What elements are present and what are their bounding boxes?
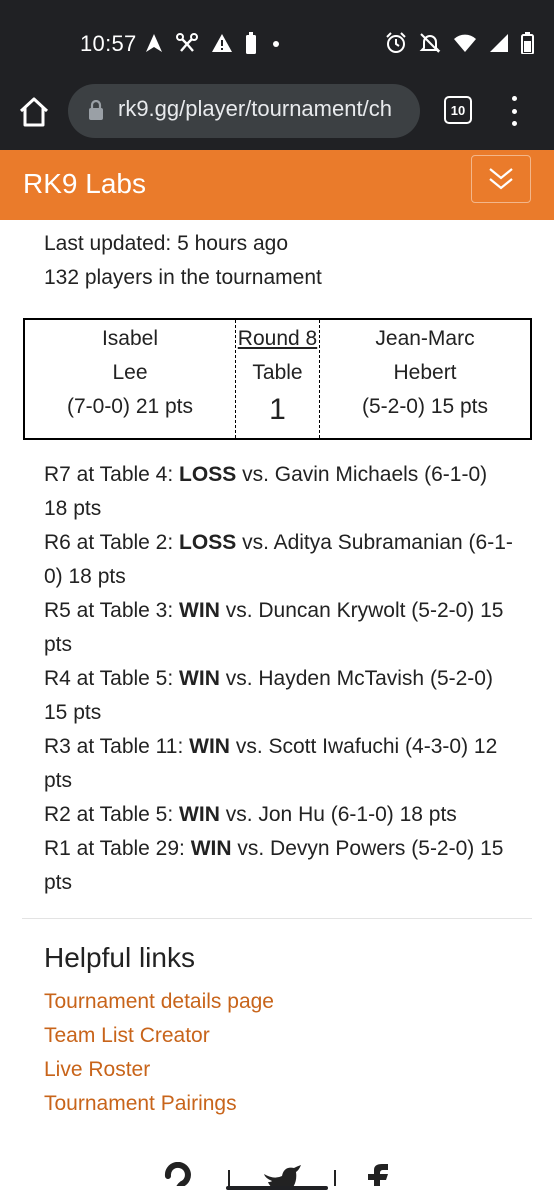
- gesture-navigation-bar[interactable]: [226, 1186, 328, 1190]
- link-team-list-creator[interactable]: Team List Creator: [44, 1024, 210, 1047]
- url-bar[interactable]: [68, 84, 420, 138]
- player-two-first-name: Jean-Marc: [375, 327, 475, 350]
- twitter-icon[interactable]: [262, 1164, 302, 1186]
- nav-toggle-button[interactable]: [471, 155, 531, 203]
- player-count: 132 players in the tournament: [44, 266, 322, 289]
- player-one-last-name: Lee: [112, 361, 148, 384]
- signal-icon: [489, 33, 509, 53]
- browser-menu-button[interactable]: [505, 96, 523, 126]
- match-result: WIN: [179, 667, 220, 690]
- battery-saver-icon: [245, 32, 257, 54]
- status-bar: [0, 0, 554, 84]
- player-two-last-name: Hebert: [393, 361, 457, 384]
- lock-icon: [88, 100, 104, 120]
- link-tournament-pairings[interactable]: Tournament Pairings: [44, 1092, 237, 1115]
- match-result: LOSS: [179, 531, 237, 554]
- table-label: Table: [252, 361, 303, 384]
- question-icon[interactable]: [160, 1162, 196, 1186]
- footer-separator: [334, 1170, 336, 1186]
- footer-separator: [228, 1170, 230, 1186]
- facebook-icon[interactable]: [364, 1162, 390, 1186]
- round-info: [235, 320, 320, 438]
- double-chevron-down-icon: [487, 166, 515, 192]
- match-result: WIN: [189, 735, 230, 758]
- history-row: R3 at Table 11: WIN vs. Scott Iwafuchi (4-3-0) 12 pts: [44, 735, 498, 792]
- history-row: R1 at Table 29: WIN vs. Devyn Powers (5-2-0) 15 pts: [44, 837, 504, 894]
- player-one: [25, 320, 235, 438]
- round-label: Round 8: [237, 327, 318, 350]
- battery-icon: [521, 32, 534, 54]
- menu-dot: [512, 109, 517, 114]
- link-live-roster[interactable]: Live Roster: [44, 1058, 151, 1081]
- helpful-links-heading: Helpful links: [44, 942, 195, 973]
- menu-dot: [512, 96, 517, 101]
- history-row: R6 at Table 2: LOSS vs. Aditya Subramanian (6-1-0) 18 pts: [44, 531, 513, 588]
- link-tournament-details[interactable]: Tournament details page: [44, 990, 274, 1013]
- brand-logo-text[interactable]: RK9 Labs: [23, 168, 146, 199]
- history-row: R7 at Table 4: LOSS vs. Gavin Michaels (6-1-0) 18 pts: [44, 463, 488, 520]
- browser-toolbar: [0, 84, 554, 150]
- footer-social-icons: [150, 1162, 410, 1186]
- status-right-icons: [385, 31, 534, 55]
- player-two: [320, 320, 530, 438]
- player-one-record: (7-0-0) 21 pts: [66, 395, 194, 418]
- player-two-record: (5-2-0) 15 pts: [361, 395, 489, 418]
- menu-dot: [512, 121, 517, 126]
- mute-icon: [419, 32, 441, 54]
- warning-icon: [211, 33, 233, 53]
- match-result: LOSS: [179, 463, 237, 486]
- match-result: WIN: [179, 803, 220, 826]
- alarm-icon: [385, 32, 407, 54]
- history-row: R2 at Table 5: WIN vs. Jon Hu (6-1-0) 18 pts: [44, 803, 457, 826]
- status-left-icons: [145, 31, 283, 55]
- player-one-first-name: Isabel: [101, 327, 159, 350]
- match-result: WIN: [190, 837, 232, 860]
- wifi-icon: [453, 33, 477, 53]
- match-result: WIN: [179, 599, 220, 622]
- app-header: [0, 150, 554, 220]
- drone-icon: [175, 33, 199, 53]
- section-divider: [22, 918, 532, 919]
- current-pairing: [23, 318, 532, 440]
- match-history: [44, 458, 514, 900]
- history-row: R4 at Table 5: WIN vs. Hayden McTavish (5-2-0) 15 pts: [44, 667, 493, 724]
- table-number: 1: [269, 393, 286, 426]
- status-time: 10:57: [80, 31, 137, 56]
- dot-icon: [269, 33, 283, 53]
- history-row: R5 at Table 3: WIN vs. Duncan Krywolt (5-2-0) 15 pts: [44, 599, 504, 656]
- last-updated: Last updated: 5 hours ago: [44, 232, 289, 255]
- home-button[interactable]: [16, 94, 52, 130]
- home-icon: [16, 94, 52, 130]
- navigation-icon: [145, 33, 163, 53]
- url-text: rk9.gg/player/tournament/ch: [118, 96, 392, 121]
- tab-switcher-button[interactable]: 10: [444, 96, 472, 124]
